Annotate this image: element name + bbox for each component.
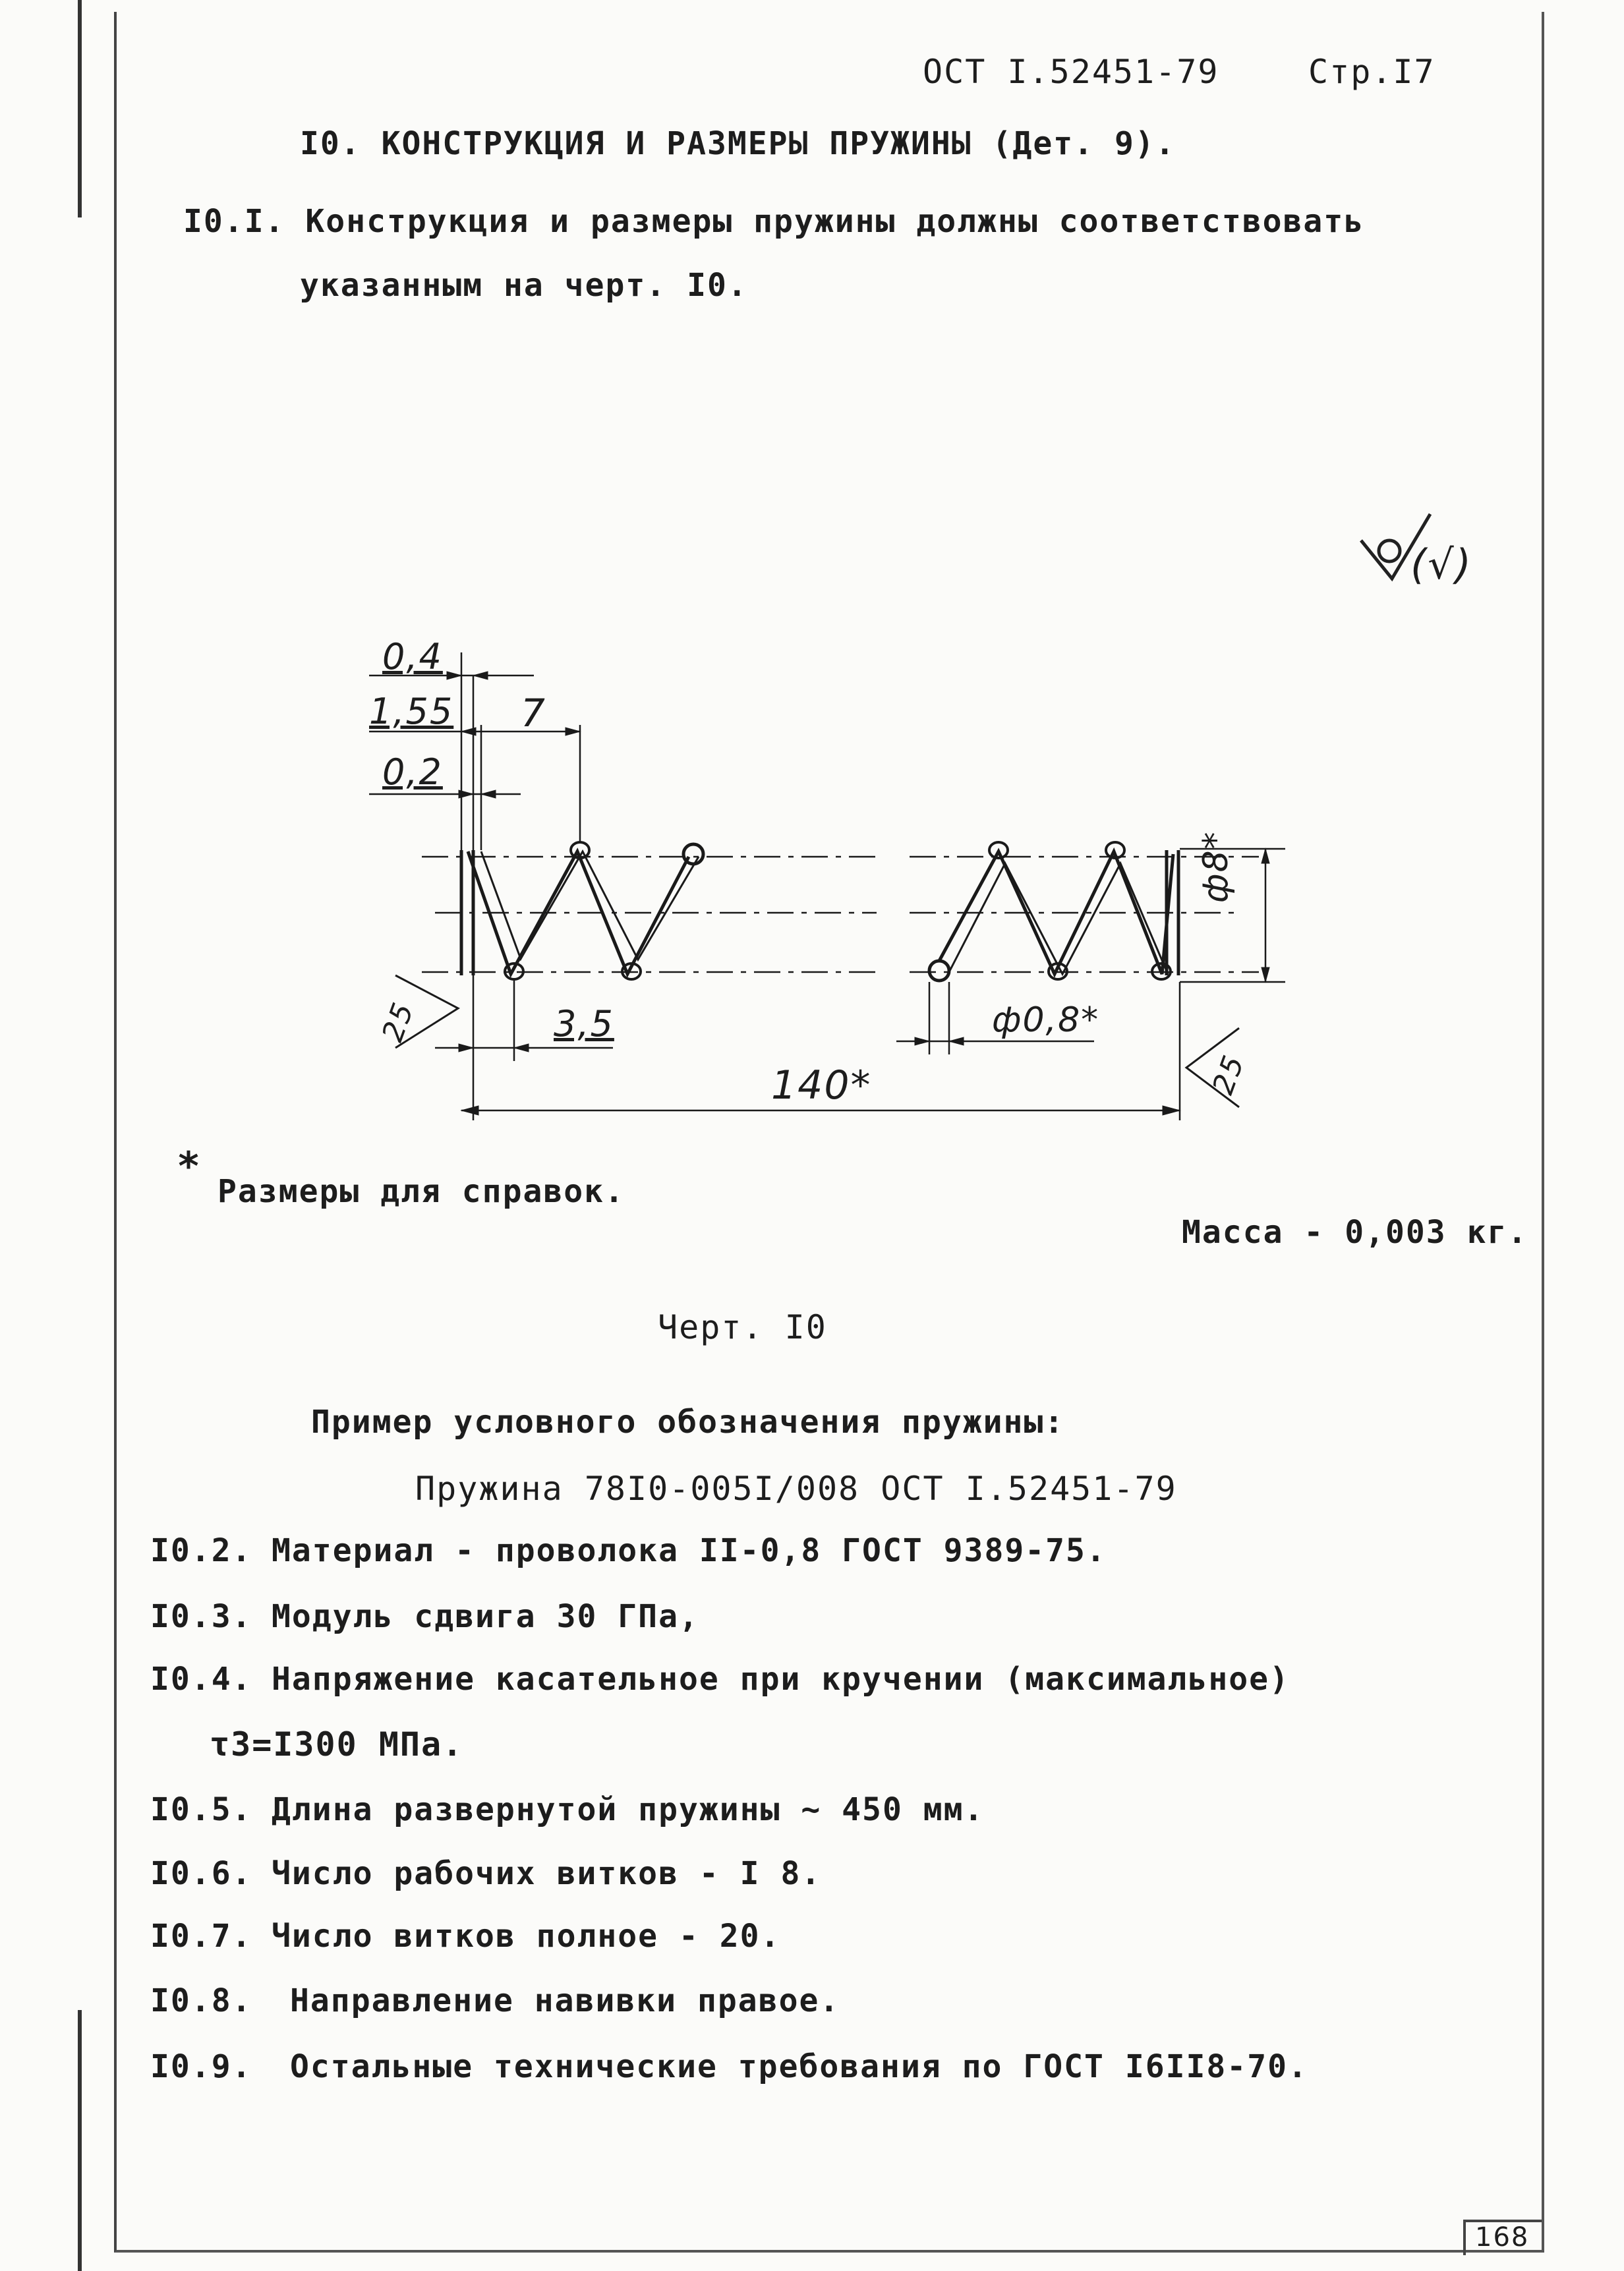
dim-gap: 0,2 bbox=[382, 751, 443, 793]
item-text: Напряжение касательное при кручении (максимальное) bbox=[272, 1661, 1290, 1698]
paragraph-10-1-line2: указанным на черт. I0. bbox=[300, 267, 748, 304]
item-num: I0.5. bbox=[150, 1791, 252, 1828]
dim-angle-right: 25 bbox=[1206, 1050, 1252, 1099]
dim-wire-diameter: ф0,8* bbox=[992, 1000, 1100, 1040]
item-text: Число витков полное - 20. bbox=[272, 1918, 781, 1955]
dim-first-coil: 1,55 bbox=[369, 691, 454, 732]
dim-length: 140* bbox=[771, 1062, 872, 1108]
dim-spring-diameter: ф8* bbox=[1196, 830, 1236, 903]
item-text: τ3=I300 МПа. bbox=[210, 1725, 464, 1764]
page-label: Стр.I7 bbox=[1308, 53, 1436, 91]
item-num: I0.4. bbox=[150, 1661, 252, 1698]
roughness-label: (√) bbox=[1410, 540, 1472, 589]
paragraph-10-1-line1: I0.I. Конструкция и размеры пружины должны соответствовать bbox=[183, 203, 1365, 240]
item-num: I0.9. bbox=[150, 2048, 252, 2085]
item-text: Длина развернутой пружины ~ 450 мм. bbox=[272, 1791, 985, 1828]
note-star: * bbox=[177, 1143, 202, 1190]
item-num: I0.8. bbox=[150, 1982, 252, 2019]
item-num: I0.6. bbox=[150, 1855, 252, 1892]
example-title: Пример условного обозначения пружины: bbox=[311, 1404, 1065, 1441]
item-text: Остальные технические требования по ГОСТ I6II8-70. bbox=[290, 2048, 1308, 2085]
item-text: Материал - проволока II-0,8 ГОСТ 9389-75. bbox=[272, 1532, 1107, 1569]
spring-drawing bbox=[369, 652, 1285, 1120]
dim-angle-left: 25 bbox=[376, 997, 421, 1047]
figure-caption: Черт. I0 bbox=[658, 1308, 827, 1346]
section-title: I0. КОНСТРУКЦИЯ И РАЗМЕРЫ ПРУЖИНЫ (Дет. 9). bbox=[300, 125, 1176, 162]
mass: Масса - 0,003 кг. bbox=[1182, 1214, 1528, 1251]
note-text: Размеры для справок. bbox=[218, 1173, 625, 1210]
item-num: I0.7. bbox=[150, 1918, 252, 1955]
standard-number: ОСТ I.52451-79 bbox=[923, 53, 1219, 91]
dim-pitch: 7 bbox=[521, 691, 546, 735]
dim-wire-left: 0,4 bbox=[382, 636, 443, 677]
page-number: 168 bbox=[1475, 2222, 1530, 2253]
dim-inner: 3,5 bbox=[554, 1003, 614, 1045]
item-text: Модуль сдвига 30 ГПа, bbox=[272, 1598, 699, 1635]
example-designation: Пружина 78I0-005I/008 ОСТ I.52451-79 bbox=[415, 1470, 1177, 1508]
item-num: I0.2. bbox=[150, 1532, 252, 1569]
item-text: Число рабочих витков - I 8. bbox=[272, 1855, 822, 1892]
item-text: Направление навивки правое. bbox=[290, 1982, 840, 2019]
item-num: I0.3. bbox=[150, 1598, 252, 1635]
